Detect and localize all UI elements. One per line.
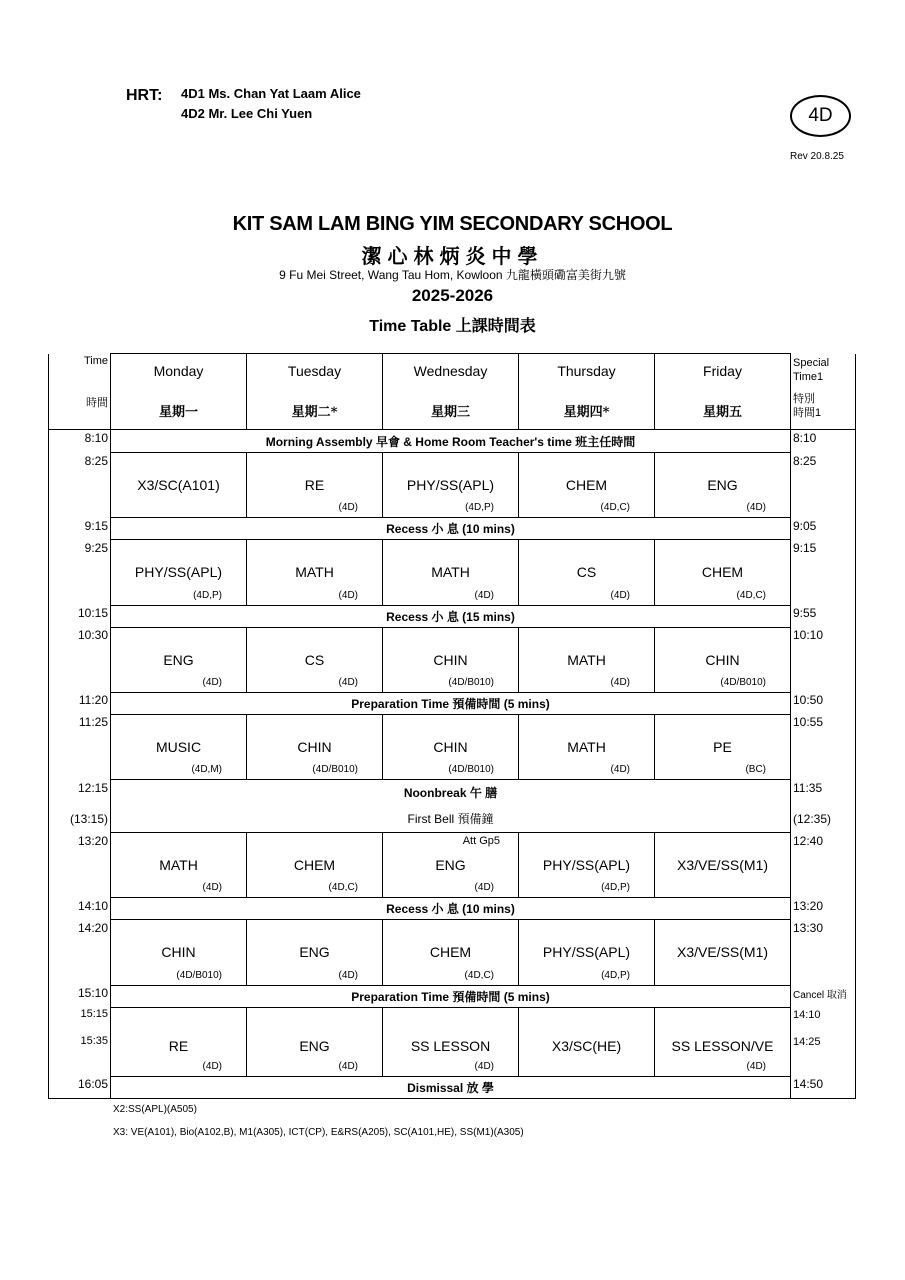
time-cell: 10:30	[49, 627, 111, 692]
special-header-zh: 特別 時間1	[793, 392, 822, 419]
time-cell: 13:20	[49, 833, 111, 898]
room-label: (4D,M)	[191, 764, 222, 776]
lesson-cell	[247, 540, 383, 605]
subject-label: MATH	[159, 857, 198, 874]
lesson-cell	[655, 1007, 791, 1076]
time-cell: (13:15)	[49, 806, 111, 833]
lesson-cell	[383, 833, 519, 898]
lesson-cell	[247, 920, 383, 985]
subject-label: CHEM	[293, 857, 336, 874]
special-time-label: 14:10	[793, 1009, 821, 1022]
school-year: 2025-2026	[411, 286, 494, 305]
lesson-cell	[519, 920, 655, 985]
subject-label: PE	[713, 738, 732, 755]
special-time-cell: 10:50	[791, 692, 856, 714]
time-label-secondary: 15:35	[80, 1035, 108, 1048]
lesson-cell	[655, 714, 791, 779]
subject-label: MATH	[567, 738, 606, 755]
subject-label: SS LESSON	[410, 1037, 491, 1054]
lesson-cell	[383, 453, 519, 518]
day-header-monday	[111, 354, 247, 430]
time-cell: 11:25	[49, 714, 111, 779]
room-label: (4D/B010)	[176, 969, 222, 981]
time-cell: 9:15	[49, 518, 111, 540]
special-time-cell: 10:55	[791, 714, 856, 779]
time-cell: 14:10	[49, 898, 111, 920]
special-time-cell: (12:35)	[791, 806, 856, 833]
room-label: (4D)	[338, 676, 358, 688]
timetable-row	[49, 985, 856, 1007]
subject-label: CHIN	[161, 944, 196, 961]
day-name-en: Wednesday	[413, 363, 488, 379]
time-cell: 8:25	[49, 453, 111, 518]
timetable-row	[49, 518, 856, 540]
subject-label: X3/SC(HE)	[551, 1037, 622, 1054]
lesson-cell	[383, 627, 519, 692]
room-label: (4D/B010)	[448, 676, 494, 688]
timetable-row	[49, 1076, 856, 1098]
subject-label: CHIN	[433, 738, 468, 755]
special-time-cell: 9:15	[791, 540, 856, 605]
band-cell: Preparation Time 預備時間 (5 mins)	[111, 985, 791, 1007]
day-header-thursday	[519, 354, 655, 430]
subject-label: CHEM	[565, 477, 608, 494]
room-label: (4D)	[338, 1060, 358, 1072]
special-time-cell: 9:05	[791, 518, 856, 540]
timetable-row	[49, 1007, 856, 1076]
time-header-en: Time	[83, 354, 108, 367]
time-label: 15:15	[80, 1008, 108, 1021]
time-cell: 8:10	[49, 430, 111, 453]
time-cell: 11:20	[49, 692, 111, 714]
special-time-cell: 13:20	[791, 898, 856, 920]
band-cell: Recess 小 息 (10 mins)	[111, 518, 791, 540]
subject-label: X3/VE/SS(M1)	[676, 944, 769, 961]
day-name-zh: 星期三	[430, 405, 470, 420]
timetable-row	[49, 627, 856, 692]
special-header-en: Special Time1	[793, 356, 830, 383]
time-header-zh: 時間	[86, 396, 108, 409]
subject-label: ENG	[707, 477, 738, 494]
subject-label: RE	[304, 477, 325, 494]
timetable	[48, 353, 856, 1099]
band-cell: Recess 小 息 (10 mins)	[111, 898, 791, 920]
room-label: (4D,P)	[601, 882, 630, 894]
subject-label: PHY/SS(APL)	[542, 944, 631, 961]
room-label: (4D)	[474, 589, 494, 601]
room-label: (4D)	[610, 764, 630, 776]
special-time-cell: Cancel 取消	[791, 985, 856, 1007]
lesson-cell	[111, 540, 247, 605]
band-cell: Recess 小 息 (15 mins)	[111, 605, 791, 627]
room-label: (4D)	[610, 676, 630, 688]
special-time-cell: 8:25	[791, 453, 856, 518]
time-header	[49, 354, 111, 430]
lesson-cell	[247, 714, 383, 779]
lesson-cell	[111, 453, 247, 518]
special-time-label-secondary: 14:25	[793, 1036, 821, 1049]
special-time-header	[791, 354, 856, 430]
lesson-cell	[655, 833, 791, 898]
day-name-zh: 星期二*	[291, 405, 338, 420]
lesson-cell	[111, 714, 247, 779]
special-time-cell: 11:35	[791, 780, 856, 806]
subject-label: ENG	[163, 651, 194, 668]
lesson-cell	[519, 540, 655, 605]
day-name-en: Friday	[703, 363, 742, 379]
subject-label: CHEM	[429, 944, 472, 961]
lesson-cell	[247, 1007, 383, 1076]
subject-label: PHY/SS(APL)	[134, 564, 223, 581]
special-time-cell: 10:10	[791, 627, 856, 692]
special-time-cell: 14:50	[791, 1076, 856, 1098]
school-name-en: KIT SAM LAM BING YIM SECONDARY SCHOOL	[232, 213, 673, 235]
room-label: (4D/B010)	[720, 676, 766, 688]
attendance-note: Att Gp5	[462, 835, 500, 848]
time-cell: 10:15	[49, 605, 111, 627]
room-label: (4D)	[202, 882, 222, 894]
day-name-zh: 星期一	[158, 405, 198, 420]
header-row	[49, 354, 856, 430]
timetable-row	[49, 430, 856, 453]
hrt-teacher-2: 4D2 Mr. Lee Chi Yuen	[181, 106, 313, 121]
room-label: (4D)	[610, 589, 630, 601]
timetable-row	[49, 714, 856, 779]
room-label: (4D)	[474, 1060, 494, 1072]
timetable-row	[49, 920, 856, 985]
lesson-cell	[111, 920, 247, 985]
band-cell: Morning Assembly 早會 & Home Room Teacher's time 班主任時間	[111, 430, 791, 453]
special-time-cell	[791, 1007, 856, 1076]
lesson-cell	[655, 453, 791, 518]
hrt-label: HRT:	[126, 87, 163, 104]
subject-label: CHEM	[701, 564, 744, 581]
time-cell: 12:15	[49, 780, 111, 806]
subject-label: MATH	[295, 564, 334, 581]
lesson-cell	[519, 714, 655, 779]
time-cell	[49, 1007, 111, 1076]
subject-label: MATH	[567, 651, 606, 668]
time-cell: 9:25	[49, 540, 111, 605]
revision-label: Rev 20.8.25	[790, 151, 844, 162]
subject-label: RE	[168, 1037, 189, 1054]
lesson-cell	[111, 627, 247, 692]
special-time-cell: 12:40	[791, 833, 856, 898]
day-header-wednesday	[383, 354, 519, 430]
timetable-row	[49, 833, 856, 898]
lesson-cell	[519, 453, 655, 518]
day-name-zh: 星期四*	[563, 405, 610, 420]
band-cell: Preparation Time 預備時間 (5 mins)	[111, 692, 791, 714]
timetable-row	[49, 806, 856, 833]
subject-label: X3/VE/SS(M1)	[676, 857, 769, 874]
room-label: (4D)	[202, 1060, 222, 1072]
special-time-cell: 9:55	[791, 605, 856, 627]
subject-label: ENG	[299, 1037, 330, 1054]
lesson-cell	[383, 714, 519, 779]
timetable-row	[49, 898, 856, 920]
timetable-row	[49, 540, 856, 605]
room-label: (4D,C)	[736, 589, 766, 601]
room-label: (4D/B010)	[448, 764, 494, 776]
lesson-cell	[519, 627, 655, 692]
lesson-cell	[519, 833, 655, 898]
room-label: (4D)	[746, 1060, 766, 1072]
lesson-cell	[655, 540, 791, 605]
lesson-cell	[519, 1007, 655, 1076]
lesson-cell	[383, 1007, 519, 1076]
room-label: (4D,P)	[465, 502, 494, 514]
footnote-x2: X2:SS(APL)(A505)	[113, 1104, 197, 1115]
timetable-row	[49, 605, 856, 627]
room-label: (4D,C)	[328, 882, 358, 894]
timetable-title: Time Table 上課時間表	[369, 318, 536, 335]
day-header-friday	[655, 354, 791, 430]
lesson-cell	[655, 920, 791, 985]
room-label: (4D)	[338, 969, 358, 981]
lesson-cell	[247, 833, 383, 898]
lesson-cell	[655, 627, 791, 692]
subject-label: CHIN	[705, 651, 740, 668]
subject-label: X3/SC(A101)	[137, 477, 220, 494]
band-cell: First Bell 預備鐘	[111, 806, 791, 833]
band-cell: Dismissal 放 學	[111, 1076, 791, 1098]
lesson-cell	[383, 540, 519, 605]
day-name-zh: 星期五	[702, 405, 742, 420]
room-label: (4D)	[338, 502, 358, 514]
class-badge: 4D	[790, 95, 851, 137]
subject-label: SS LESSON/VE	[671, 1037, 774, 1054]
room-label: (4D)	[338, 589, 358, 601]
timetable-row	[49, 692, 856, 714]
time-cell: 14:20	[49, 920, 111, 985]
room-label: (4D,C)	[464, 969, 494, 981]
subject-label: CS	[304, 651, 325, 668]
hrt-teacher-1: 4D1 Ms. Chan Yat Laam Alice	[181, 86, 361, 101]
special-time-cell: 13:30	[791, 920, 856, 985]
subject-label: PHY/SS(APL)	[542, 857, 631, 874]
room-label: (BC)	[745, 764, 766, 776]
time-cell: 15:10	[49, 985, 111, 1007]
room-label: (4D)	[474, 882, 494, 894]
day-name-en: Tuesday	[287, 363, 342, 379]
room-label: (4D,C)	[600, 502, 630, 514]
day-name-en: Monday	[153, 363, 204, 379]
time-cell: 16:05	[49, 1076, 111, 1098]
lesson-cell	[247, 627, 383, 692]
band-cell: Noonbreak 午 膳	[111, 780, 791, 806]
room-label: (4D)	[202, 676, 222, 688]
timetable-row	[49, 453, 856, 518]
subject-label: ENG	[299, 944, 330, 961]
room-label: (4D/B010)	[312, 764, 358, 776]
footnote-x3: X3: VE(A101), Bio(A102,B), M1(A305), ICT(CP), E&RS(A205), SC(A101,HE), SS(M1)(A305)	[113, 1127, 524, 1138]
lesson-cell	[111, 1007, 247, 1076]
school-address: 9 Fu Mei Street, Wang Tau Hom, Kowloon 九龍橫頭磡富美街九號	[279, 268, 626, 282]
subject-label: MATH	[431, 564, 470, 581]
subject-label: PHY/SS(APL)	[406, 477, 495, 494]
subject-label: ENG	[435, 857, 466, 874]
subject-label: CHIN	[297, 738, 332, 755]
subject-label: CHIN	[433, 651, 468, 668]
lesson-cell	[111, 833, 247, 898]
room-label: (4D)	[746, 502, 766, 514]
timetable-row	[49, 780, 856, 806]
subject-label: CS	[576, 564, 597, 581]
school-name-zh: 潔心林炳炎中學	[361, 244, 544, 268]
room-label: (4D,P)	[193, 589, 222, 601]
day-name-en: Thursday	[557, 363, 616, 379]
special-time-cell: 8:10	[791, 430, 856, 453]
lesson-cell	[383, 920, 519, 985]
lesson-cell	[247, 453, 383, 518]
day-header-tuesday	[247, 354, 383, 430]
room-label: (4D,P)	[601, 969, 630, 981]
subject-label: MUSIC	[155, 738, 202, 755]
